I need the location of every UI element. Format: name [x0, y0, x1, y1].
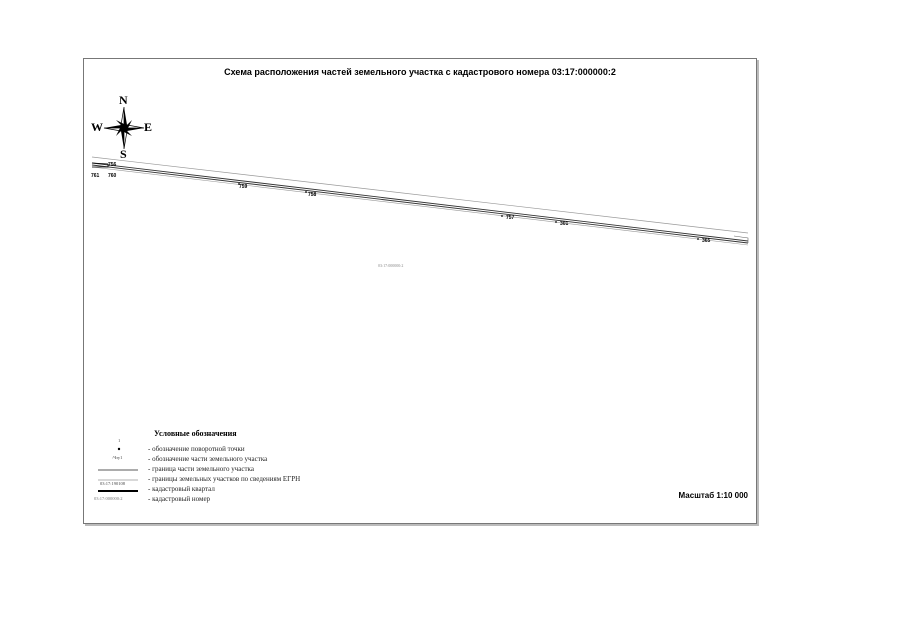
turning-point-label: 301 [560, 221, 569, 227]
turning-point [555, 221, 568, 227]
legend-text: - кадастровый квартал [148, 485, 215, 493]
turning-point [238, 183, 247, 190]
compass-east-label: E [144, 120, 153, 134]
cadastral-quarter-line-icon [92, 481, 140, 494]
turning-point-label: 761 [91, 173, 100, 179]
land-part-boundary-line [92, 163, 748, 241]
compass-north-label: N [119, 93, 128, 107]
legend-text: - обозначение поворотной точки [148, 445, 245, 453]
land-part-boundary-line-inner [92, 165, 748, 243]
legend-item-turning-point [92, 438, 392, 454]
legend-item-cadastral-quarter [92, 481, 392, 494]
turning-point-label: 757 [506, 215, 515, 221]
turning-point [91, 173, 100, 179]
legend-symbol-text: 1 [118, 438, 121, 443]
compass-west-label: W [91, 120, 103, 134]
egrn-boundary-line [92, 157, 748, 233]
cadastral-number-label-icon [92, 494, 140, 504]
turning-point-label: 758 [308, 192, 317, 198]
legend-text: - кадастровый номер [148, 495, 211, 503]
legend [92, 429, 392, 519]
cadastral-number-label: 03:17:000000:2 [378, 263, 404, 268]
turning-point-icon [92, 438, 140, 454]
legend-item-part-boundary [92, 464, 392, 474]
map-sheet [83, 58, 757, 524]
scheme-title: Схема расположения частей земельного участка с кадастрового номера 03:17:000000:2 [224, 67, 616, 77]
compass-south-label: S [120, 147, 127, 161]
legend-symbol-text: 03:17:000000:2 [94, 496, 123, 501]
legend-text: - граница части земельного участка [148, 465, 254, 473]
turning-point-label: 365 [702, 238, 711, 244]
turning-point [305, 191, 316, 198]
turning-point-label: 756 [108, 162, 117, 168]
part-boundary-line-icon [92, 464, 140, 474]
land-part-label-icon [92, 454, 140, 464]
turning-point [108, 162, 117, 168]
legend-symbol-text: 03:17:190108 [100, 481, 126, 486]
turning-point-label: 759 [239, 184, 248, 190]
legend-item-land-part [92, 454, 392, 464]
legend-text: - обозначение части земельного участка [148, 455, 268, 463]
legend-item-cadastral-number [92, 494, 392, 504]
legend-text: - границы земельных участков по сведениям ЕГРН [148, 475, 301, 483]
legend-title: Условные обозначения [154, 429, 237, 438]
legend-symbol-text: :Чзу1 [112, 455, 123, 460]
turning-point [108, 173, 117, 179]
parcel-boundary-line [92, 167, 748, 245]
turning-point-label: 760 [108, 173, 117, 179]
legend-item-egrn-boundary [92, 474, 392, 484]
map-scale: Масштаб 1:10 000 [678, 491, 748, 500]
